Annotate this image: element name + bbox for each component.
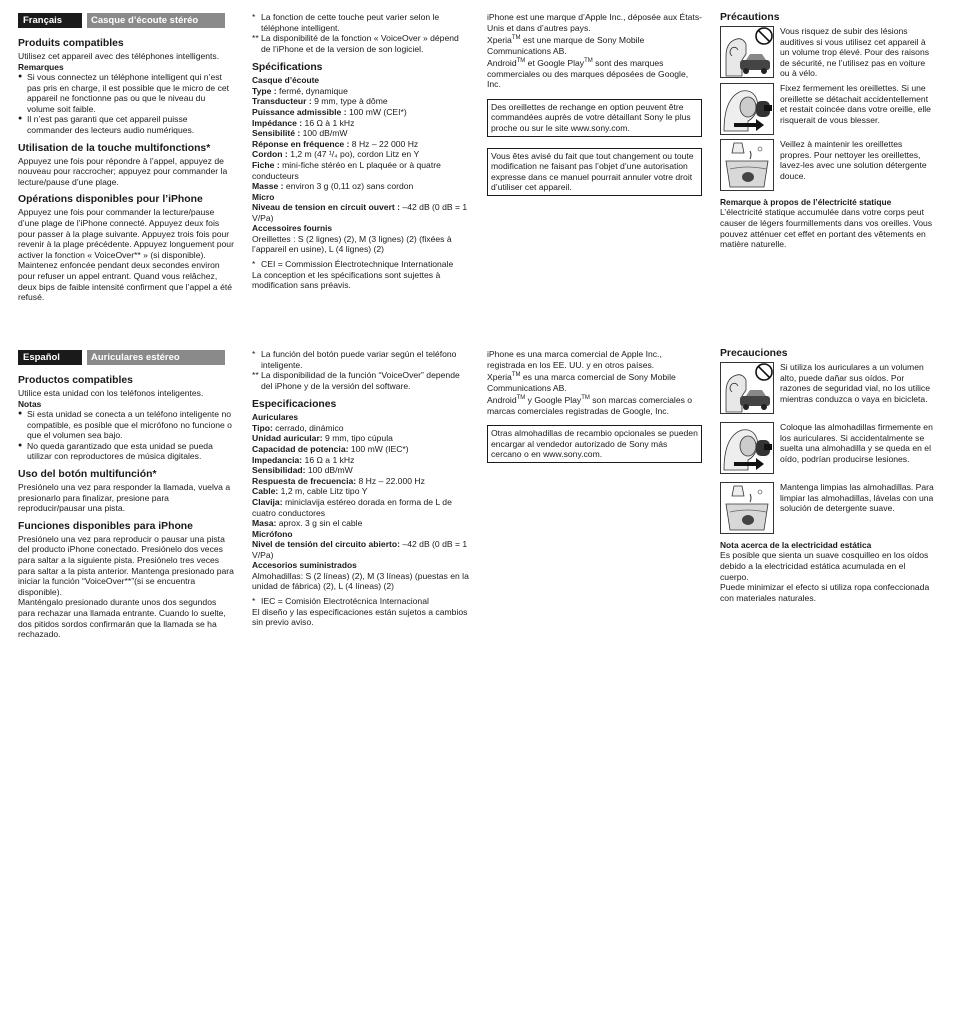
fr-spec-mic: Micro [252, 191, 275, 202]
fr-section-header [18, 13, 235, 28]
list-item: ● Si vous connectez un téléphone intelligent qui n’est pas pris en charge, il est possible que le micro de cet appareil ne fonctionne pas ou que le niveau du volume soit faible. [18, 72, 235, 114]
es-iphone-title: Funciones disponibles para iPhone [18, 520, 193, 532]
spec-row: Impédance : 16 Ω à 1 kHz [252, 117, 355, 128]
washing-earbuds-icon [720, 139, 774, 191]
footnote-text: La disponibilité de la fonction « VoiceOver » dépend de l’iPhone et de la version de son logiciel. [261, 33, 459, 54]
fr-caution-3 [720, 139, 936, 191]
es-trademark-3: Android™ y Google Play™ son marcas comerciales o marcas comerciales registradas de Google, Inc. [487, 395, 693, 416]
es-iec-note [252, 596, 470, 607]
es-footnote-1 [252, 349, 470, 370]
spec-row: Cable: 1,2 m, cable Litz tipo Y [252, 486, 368, 497]
caution-text: Fixez fermement les oreillettes. Si une oreillette se détachait accidentellement et restait coincée dans votre oreille, elle risquerait de vous blesser. [780, 82, 931, 125]
es-static-text-2: Puede minimizar el efecto si utiliza ropa confeccionada con materiales naturales. [720, 582, 930, 603]
fr-notes-list [18, 72, 235, 136]
es-acc-title: Accesorios suministrados [252, 560, 357, 571]
caution-text: Si utiliza los auriculares a un volumen alto, puede dañar sus oídos. Por razones de seguridad vial, no los utilice mientras conduzca o vaya en bicicleta. [780, 362, 931, 404]
es-column-2 [252, 349, 470, 628]
fr-caution-2 [720, 83, 936, 135]
no-car-bike-listening-icon [720, 26, 774, 78]
es-trademark-1: iPhone es una marca comercial de Apple Inc., registrada en los EE. UU. y en otros países. [487, 349, 662, 370]
spec-row: Sensibilité : 100 dB/mW [252, 128, 348, 139]
es-caution-2 [720, 422, 936, 474]
es-column-1 [18, 350, 235, 640]
fr-trademark-3: Android™ et Google Play™ sont des marques commerciales ou des marques déposées de Google, Inc. [487, 58, 689, 90]
spec-row: Capacidad de potencia: 100 mW (IEC*) [252, 443, 409, 454]
fr-multi-text: Appuyez une fois pour répondre à l’appel, appuyez de nouveau pour raccrocher; appuyez pour commander la lecture/pause d’une plage. [18, 155, 228, 187]
spec-row: Masa: aprox. 3 g sin el cable [252, 518, 363, 529]
caution-text: Veillez à maintenir les oreillettes propres. Pour nettoyer les oreillettes, lavez-les avec une solution détergente douce. [780, 138, 927, 181]
list-item: ● Il n’est pas garanti que cet appareil puisse commander des lecteurs audio numériques. [18, 114, 235, 135]
spec-row: Cordon : 1,2 m (47 ¹/₄ po), cordon Litz en Y [252, 149, 420, 160]
spec-row: Impedancia: 16 Ω a 1 kHz [252, 454, 355, 465]
spec-row: Type : fermé, dynamique [252, 85, 348, 96]
es-notes-label: Notas [18, 398, 42, 409]
fr-column-4 [720, 12, 936, 250]
es-iphone-text-1: Presiónelo una vez para reproducir o pausar una pista del producto iPhone conectado. Presiónelo dos veces para saltar a la siguiente pista. Presiónelo tres veces para saltar a la pista anterior. Mantenga presionado para iniciar la función “VoiceOver**”(si se encuentra disponible). [18, 533, 234, 597]
fr-spec-headphone: Casque d’écoute [252, 75, 320, 86]
fr-design-note: La conception et les spécifications sont sujettes à modification sans préavis. [252, 269, 441, 291]
es-design-note: El diseño y las especificaciones están sujetos a cambios sin previo aviso. [252, 606, 468, 628]
es-spec-title: Especificaciones [252, 399, 337, 411]
fr-static-title: Remarque à propos de l’électricité statique [720, 196, 892, 207]
earbud-fitting-icon [720, 83, 774, 135]
footnote-mark: ** [252, 33, 259, 44]
es-caution-1 [720, 362, 936, 414]
spec-row: Transducteur : 9 mm, type à dôme [252, 96, 388, 107]
footnote-text: La disponibilidad de la función “VoiceOver” depende del iPhone y de la versión del software. [261, 370, 460, 391]
caution-text: Coloque las almohadillas firmemente en los auriculares. Si accidentalmente se suelta una almohadilla y se queda en el oído, podrían producirse lesiones. [780, 422, 933, 464]
footnote-mark: * [252, 349, 256, 359]
es-column-3 [487, 349, 702, 463]
es-static-title: Nota acerca de la electricidad estática [720, 540, 872, 550]
fr-iphone-title: Opérations disponibles pour l’iPhone [18, 194, 203, 206]
fr-replacement-box: Des oreillettes de rechange en option peuvent être commandées auprès de votre détaillant Sony le plus proche ou sur le site www.sony.com. [487, 99, 702, 137]
spec-row: Clavija: miniclavija estéreo dorada en forma de L de cuatro conductores [252, 496, 452, 518]
es-multi-title: Uso del botón multifunción* [18, 468, 157, 480]
es-spec-headphone: Auriculares [252, 412, 299, 423]
fr-trademark-1: iPhone est une marque d’Apple Inc., déposée aux États-Unis et dans d’autres pays. [487, 12, 702, 33]
fr-static-text: L’électricité statique accumulée dans votre corps peut causer de légers fourmillements dans vos oreilles. Vous pouvez atténuer cet effet en portant des vêtements en matière naturelle. [720, 207, 933, 250]
list-item: ● Si esta unidad se conecta a un teléfono inteligente no compatible, es posible que el micrófono no funcione o que el volumen sea bajo. [18, 409, 235, 441]
spec-row: Masse : environ 3 g (0,11 oz) sans cordon [252, 181, 414, 192]
es-trademark-2: Xperia™ es una marca comercial de Sony Mobile Communications AB. [487, 372, 676, 393]
es-notes-list [18, 409, 235, 462]
fr-acc-title: Accessoires fournis [252, 223, 333, 234]
es-footnote-2 [252, 370, 470, 391]
fr-spec-title: Spécifications [252, 62, 323, 74]
spec-row: Respuesta de frecuencia: 8 Hz – 22.000 Hz [252, 475, 425, 486]
spec-row: Réponse en fréquence : 8 Hz – 22 000 Hz [252, 138, 419, 149]
fr-caution-1 [720, 26, 936, 79]
footnote-text: CEI = Commission Électrotechnique Internationale [261, 258, 454, 269]
fr-modification-box: Vous êtes avisé du fait que tout changement ou toute modification ne faisant pas l’objet d’une autorisation expresse dans ce manuel pourrait annuler votre droit d’utiliser cet appareil. [487, 148, 702, 196]
es-language-tab: Español [18, 350, 82, 365]
es-product-title: Auriculares estéreo [87, 350, 225, 365]
es-column-4 [720, 348, 936, 603]
fr-trademark-2: Xperia™ est une marque de Sony Mobile Communications AB. [487, 35, 645, 56]
fr-column-3 [487, 12, 702, 196]
es-caution-3 [720, 482, 936, 534]
es-compat-title: Productos compatibles [18, 375, 133, 386]
washing-earbuds-icon [720, 482, 774, 534]
fr-spec-block [252, 75, 470, 255]
es-spec-block [252, 412, 470, 592]
footnote-mark: ** [252, 370, 259, 381]
caution-text: Vous risquez de subir des lésions auditives si vous utilisez cet appareil à un volume trop élevé. Pour des raisons de sécurité, ne l’utilisez pas en voiture ou à vélo. [780, 26, 930, 79]
es-replacement-box: Otras almohadillas de recambio opcionales se pueden encargar al vendedor autorizado de Sony más cercano o en www.sony.com. [487, 425, 702, 463]
spec-row: Sensibilidad: 100 dB/mW [252, 465, 353, 476]
fr-language-tab: Français [18, 13, 82, 28]
spec-row: Nivel de tensión del circuito abierto: –42 dB (0 dB = 1 V/Pa) [252, 539, 468, 560]
footnote-text: La función del botón puede variar según el teléfono inteligente. [261, 349, 457, 370]
spec-row: Fiche : mini-fiche stéréo en L plaquée or à quatre conducteurs [252, 159, 441, 181]
fr-compat-title: Produits compatibles [18, 38, 124, 49]
fr-footnote-1 [252, 12, 470, 33]
footnote-text: La fonction de cette touche peut varier selon le téléphone intelligent. [261, 12, 440, 33]
caution-text: Mantenga limpias las almohadillas. Para limpiar las almohadillas, lávelas con una solución de detergente suave. [780, 482, 934, 514]
footnote-mark: * [252, 12, 256, 22]
es-caution-title: Precauciones [720, 348, 788, 359]
footnote-text: IEC = Comisión Electrotécnica Internacional [261, 595, 429, 606]
fr-footnote-2 [252, 33, 470, 54]
footnote-mark: * [252, 258, 256, 269]
fr-compat-text: Utilisez cet appareil avec des téléphones intelligents. [18, 51, 220, 61]
fr-caution-title: Précautions [720, 12, 780, 23]
spec-row: Unidad auricular: 9 mm, tipo cúpula [252, 433, 393, 444]
fr-column-1 [18, 13, 235, 303]
fr-column-2 [252, 12, 470, 291]
list-item: ● No queda garantizado que esta unidad se pueda utilizar con reproductores de música digitales. [18, 441, 235, 462]
spec-row: Niveau de tension en circuit ouvert : –42 dB (0 dB = 1 V/Pa) [252, 202, 468, 223]
es-section-header [18, 350, 235, 365]
fr-iphone-text-2: Maintenez enfoncée pendant deux secondes environ pour refuser un appel entrant. Quand vous relâchez, deux bips de faible intensité confirment que l’appel a été refusé. [18, 260, 233, 303]
fr-product-title: Casque d’écoute stéréo [87, 13, 225, 28]
fr-notes-label: Remarques [18, 61, 64, 72]
no-car-bike-listening-icon [720, 362, 774, 414]
spec-row: Puissance admissible : 100 mW (CEI*) [252, 106, 407, 117]
es-compat-text: Utilice esta unidad con los teléfonos inteligentes. [18, 388, 204, 398]
es-multi-text: Presiónelo una vez para responder la llamada, vuelva a presionarlo para finalizar, presione para reproducir/pausar una pista. [18, 481, 231, 514]
fr-cei-note [252, 259, 470, 270]
es-spec-mic: Micrófono [252, 528, 293, 539]
footnote-mark: * [252, 595, 256, 606]
earbud-fitting-icon [720, 422, 774, 474]
es-acc-text: Almohadillas: S (2 líneas) (2), M (3 líneas) (puestas en la unidad de fábrica) (2), L (4 líneas) (2) [252, 570, 469, 592]
es-static-text-1: Es posible que sienta un suave cosquilleo en los oídos debido a la electricidad estática acumulada en el cuerpo. [720, 550, 929, 582]
spec-row: Tipo: cerrado, dinámico [252, 422, 344, 433]
es-iphone-text-2: Manténgalo presionado durante unos dos segundos para rechazar una llamada entrante. Cuando lo suelte, dos pitidos sordos confirmarán que la llamada se ha rechazado. [18, 597, 226, 640]
fr-multi-title: Utilisation de la touche multifonctions* [18, 142, 211, 154]
fr-acc-text: Oreillettes : S (2 lignes) (2), M (3 lignes) (2) (fixées à l’appareil en usine), L (4 lignes) (2) [252, 233, 452, 255]
fr-iphone-text-1: Appuyez une fois pour commander la lecture/pause d’une plage de l’iPhone connecté. Appuyez deux fois pour passer à la plage suivante. Appuyez trois fois pour revenir à la plage précédente. Appuyez longuement pour activer la fonction « VoiceOver** » (si disponible). [18, 207, 234, 260]
